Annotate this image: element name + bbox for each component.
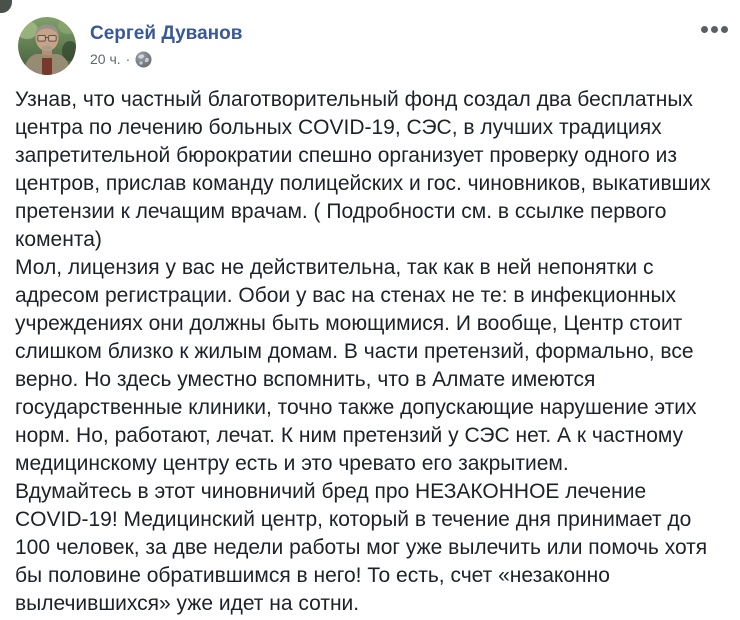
- post-paragraph: Узнав, что частный благотворительный фонд создал два бесплатных центра по лечению больных COVID-19, СЭС, в лучших традициях запретительной бюрократии спешно организует проверку одного из центров, прислав команду полицейских и гос. чиновников, выкативших претензии к лечащим врачам. ( Подробности см. в ссылке первого комента): [15, 88, 711, 251]
- author-name-link[interactable]: Сергей Дуванов: [90, 23, 243, 44]
- cropped-corner-fragment: [0, 0, 12, 13]
- avatar-photo: [18, 17, 76, 75]
- post-paragraph: Вдумайтесь в этот чиновничий бред про НЕЗАКОННОЕ лечение COVID-19! Медицинский центр, который в течение дня принимает до 100 человек, за две недели работы мог уже вылечить или помочь хотя бы половине обратившимся в него! То есть, счет «незаконно вылечившихся» уже идет на сотни.: [15, 480, 708, 615]
- avatar[interactable]: [18, 17, 76, 75]
- post-paragraph: Мол, лицензия у вас не действительна, так как в ней непонятки с адресом регистрации. Обои у вас на стенах не те: в инфекционных учреждениях они должны быть моющимися. И вообще, Центр стоит слишком близко к жилым домам. В части претензий, формально, все верно. Но здесь уместно вспомнить, что в Алмате имеются государственные клиники, точно также допускающие нарушение этих норм. Но, работают, лечат. К ним претензий у СЭС нет. А к частному медицинскому центру есть и это чревато его закрытием.: [15, 256, 697, 475]
- post-body: [0, 86, 740, 618]
- globe-icon: [135, 51, 152, 68]
- ellipsis-icon: [701, 26, 708, 33]
- timestamp-link[interactable]: 20 ч.: [90, 51, 121, 67]
- post-meta: [90, 50, 152, 68]
- meta-separator: ·: [125, 51, 131, 67]
- post-menu-button[interactable]: [694, 20, 734, 38]
- ellipsis-icon: [711, 26, 718, 33]
- ellipsis-icon: [721, 26, 728, 33]
